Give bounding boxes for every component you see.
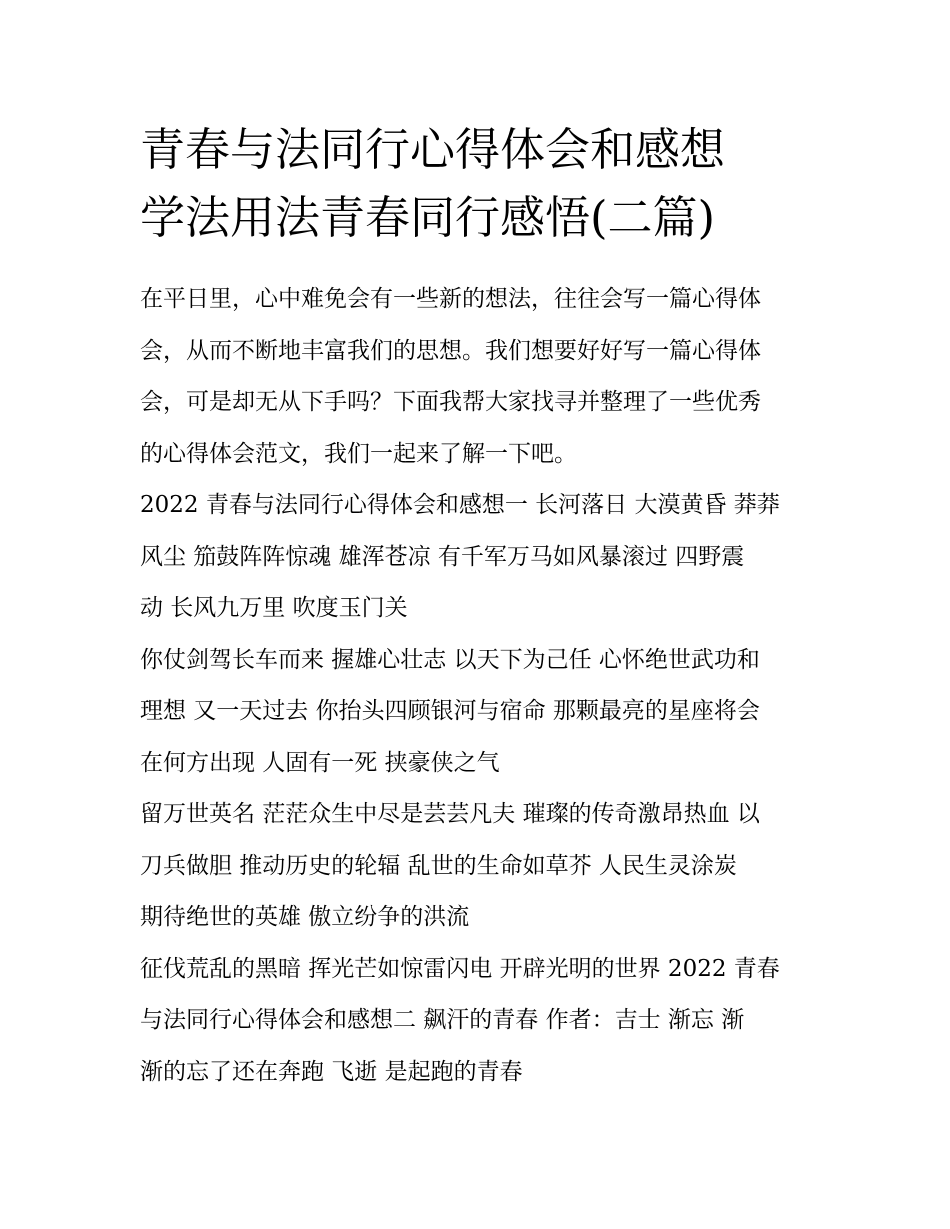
paragraph-line: 理想 又一天过去 你抬头四顾银河与宿命 那颗最亮的星座将会 xyxy=(140,698,760,724)
paragraph-line: 留万世英名 茫茫众生中尽是芸芸凡夫 璀璨的传奇激昂热血 以 xyxy=(140,801,760,827)
paragraph-line: 你仗剑驾长车而来 握雄心壮志 以天下为己任 心怀绝世武功和 xyxy=(140,646,760,673)
intro-paragraph xyxy=(140,274,830,480)
paragraph-essay-one-opening xyxy=(140,480,830,635)
paragraph-line: 期待绝世的英雄 傲立纷争的洪流 xyxy=(140,904,470,930)
paragraph-line: 在何方出现 人固有一死 挟豪侠之气 xyxy=(140,749,500,776)
paragraph-line: 动 长风九万里 吹度玉门关 xyxy=(140,595,408,621)
paragraph-line: 会，可是却无从下手吗？下面我帮大家找寻并整理了一些优秀 xyxy=(140,389,761,415)
paragraph-line: 征伐荒乱的黑暗 挥光芒如惊雷闪电 开辟光明的世界 2022 青春 xyxy=(140,955,780,982)
paragraph-line: 的心得体会范文，我们一起来了解一下吧。 xyxy=(140,440,577,467)
paragraph-line: 会，从而不断地丰富我们的思想。我们想要好好写一篇心得体 xyxy=(140,337,761,364)
paragraph-line: 2022 青春与法同行心得体会和感想一 长河落日 大漠黄昏 莽莽 xyxy=(140,492,780,518)
document-title xyxy=(140,116,830,252)
paragraph-line: 在平日里，心中难免会有一些新的想法，往往会写一篇心得体 xyxy=(140,286,761,312)
paragraph-hero xyxy=(140,635,830,790)
paragraph-essay-two-opening xyxy=(140,944,830,1099)
document-body xyxy=(140,116,830,1098)
paragraph-line: 风尘 笳鼓阵阵惊魂 雄浑苍凉 有千军万马如风暴滚过 四野震 xyxy=(140,543,745,570)
title-line-2: 学法用法青春同行感悟(二篇) xyxy=(140,191,716,244)
paragraph-line: 与法同行心得体会和感想二 飙汗的青春 作者：吉士 渐忘 渐 xyxy=(140,1007,745,1033)
paragraph-legend xyxy=(140,789,830,944)
paragraph-line: 渐的忘了还在奔跑 飞逝 是起跑的青春 xyxy=(140,1058,523,1085)
title-line-1: 青春与法同行心得体会和感想 xyxy=(140,123,726,176)
paragraph-line: 刀兵做胆 推动历史的轮辐 乱世的生命如草芥 人民生灵涂炭 xyxy=(140,852,737,879)
